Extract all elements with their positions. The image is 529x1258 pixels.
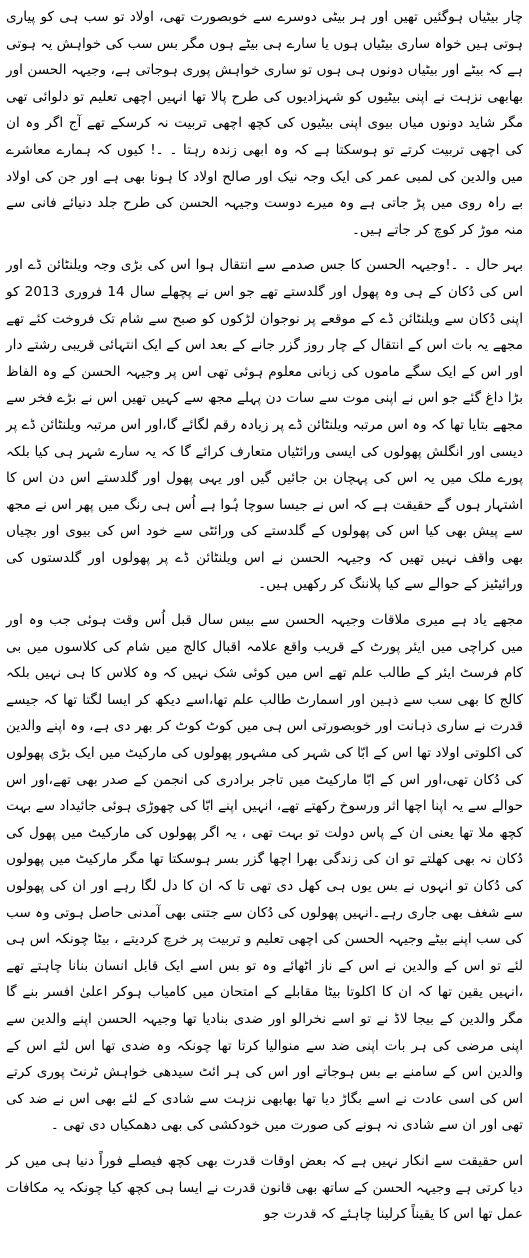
article-paragraph-2: بہر حال ۔ ۔!وجیہہ الحسن کا جس صدمے سے انتقال ہوا اس کی بڑی وجہ ویلنٹائن ڈے اور اس کی دُکان کے ہی وہ پھول اور گلدستے تھے جو اس نے پچھلے سال 14 فروری 2013 کو اپنی دُکان سے ویلنٹائن ڈے کے موقعے پر نوجوان لڑکوں کو صبح سے شام تک فروخت کئے تھے مجھے یہ بات اس کے انتقال کے چار روز گزر جانے کے بعد اس کے ایک انتہائی قریبی رشتے دار اور اس کے ایک سگے ماموں کی زبانی معلوم ہوئی تھی اس پر وجیہہ الحسن کے وہ الفاظ بڑا داغ گئے جو اس نے اپنی موت سے سات دن پہلے مجھ سے کہیں تھیں اس نے بڑے فخر سے مجھے بتایا تھا کہ وہ اس مرتبہ ویلنٹائن ڈے پر زیادہ رقم لگائے گا،اور اس مرتبہ ویلنٹائن ڈے پر دیسی اور انگلش پھولوں کی ایسی ورائٹیاں متعارف کرائے گا کہ یہ سارے شہر ہی کیا بلکہ پورے ملک میں یہ اس کی پہچان بن جائیں گیں اور یہی پھول اور گلدستے اس دن اس کا اشتہار ہوں گے حقیقت ہے کہ اس نے جیسا سوچا ہُوا ہے اُس ہی رنگ میں پھر اس نے مجھ سے پیش بھی کیا اس کی پھولوں کے گلدستے کی ورائٹی سے خود اس کی بیوی اور بچیاں بھی واقف نہیں تھیں کہ وجیہہ الحسن نے اس ویلنٹائن ڈے پر پھولوں اور گلدستوں کی ورائیٹیز کے حوالے سے کیا پلاننگ کر رکھیں ہیں۔: [6, 257, 523, 593]
article-paragraph-4: اس حقیقت سے انکار نہیں ہے کہ بعض اوقات قدرت بھی کچھ فیصلے فوراً دنیا ہی میں کر دیا کرتی ہے وجیہہ الحسن کے ساتھ بھی قانون قدرت نے ایسا ہی کچھ کیا چونکہ یہ مکافات عمل تھا اس کا یقیناً کرلینا چاہئے کہ قدرت جو: [6, 1152, 523, 1223]
article-paragraph-3: مجھے یاد ہے میری ملاقات وجیہہ الحسن سے بیس سال قبل اُس وقت ہوئی جب وہ اور میں کراچی میں ایئر پورٹ کے قریب واقع علامہ اقبال کالج میں شام کی کلاسوں میں بی کام فرسٹ ایئر کے طالب علم تھے اس میں کوئی شک نہیں کہ وہ کلاس کا ہی نہیں بلکہ کالج کا بھی سب سے ذہین اور اسمارٹ طالب علم تھا،اسے دیکھ کر ایسا لگتا تھا کہ جیسے قدرت نے ساری ذہانت اور خوبصورتی اس ہی میں کوٹ کوٹ کر بھر دی ہے، وہ اپنے والدین کی اکلوتی اولاد تھا اس کے ابّا کی شہر کی مشہور پھولوں کی مارکیٹ میں ایک بڑی پھولوں کی دُکان تھی،اور اس کے ابّا مارکیٹ میں تاجر برادری کی انجمن کے صدر بھی تھے،اور اس حوالے سے یہ اپنا اچھا اثر ورسوخ رکھتے تھے، انہیں اپنے ابّا کی چھوڑی ہوئی جائیداد سے بہت کچھ ملا تھا یعنی ان کے پاس دولت تو بہت تھی ، یہ اگر پھولوں کی مارکیٹ میں پھول کی دُکان نہ بھی کھلتے تو ان کی زندگی بھرا اچھا گزر بسر ہوسکتا تھا مگر مارکیٹ میں پھولوں کی دُکان تو انہوں نے بس یوں ہی کھل دی تھی تا کہ ان کا دل لگا رہے اور ان کی پھولوں سے شغف بھی جاری رہے۔انہیں پھولوں کی دُکان سے جتنی بھی آمدنی حاصل ہوتی وہ سب کی سب اپنے بیٹے وجیہہ الحسن کی اچھی تعلیم و تربیت پر خرچ کردیتے ، بیٹا چونکہ اس ہی لئے تو اس کے والدین نے اس کے ناز اٹھائے وہ تو بس اسے ایک قابل انسان بنانا چاہتے تھے ،انہیں یقین تھا کہ ان کا اکلوتا بیٹا مقابلے کے امتحان میں کامیاب ہوکر اعلیٰ افسر بنے گا مگر والدین کے بیجا لاڈ نے تو اسے نخرالو اور ضدی بنادیا تھا وجیہہ الحسن اپنے والدین سے اپنی مرضی کی ہر بات اپنی ضد سے منوالیا کرتا تھا چونکہ وہ ضدی تھا اس لئے اس کے والدین اس کے سامنے بے بس ہوجاتے اور اس کی ہر ائٹ سیدھی خواہش ٹرنٹ پوری کرتے اس کی اسی عادت نے اسے بگاڑ دیا تھا بھابھی نزہت سے شادی کے لئے بھی اس نے ضد کی تھی اور ان سے شادی نہ ہونے کی صورت میں خودکشی کی بھی دھمکیاں دی تھی ۔: [6, 612, 523, 1134]
article-paragraph-1: چار بیٹیاں ہوگئیں تھیں اور ہر بیٹی دوسرے سے خوبصورت تھی، اولاد تو سب ہی کو پیاری ہوتی ہیں خواہ ساری بیٹیاں ہوں یا سارے ہی بیٹے ہوں مگر بس سب کی خواہش یہ ہوتی ہے کہ بیٹے اور بیٹیاں دونوں ہی ہوں تو ساری خواہش پوری ہوجاتی ہے، وجیہہ الحسن اور بھابھی نزہت نے اپنی بیٹیوں کو شہزادیوں کی طرح پالا تھا انہیں اچھی تعلیم تو دلوائی تھی مگر شاید دونوں میاں بیوی اپنی بیٹیوں کی کچھ اچھی تربیت نہ کرسکے تھے آج اگر وہ ان کی اچھی تربیت کرتے تو ہوسکتا ہے کہ وہ ابھی زندہ رہتا ۔ ۔! کیوں کہ ہمارے معاشرے میں والدین کی لمبی عمر کی ایک وجہ نیک اور صالح اولاد کا ہونا بھی ہے اور جن کی اولاد بے راہ روی میں پڑ جاتی ہے وہ میرے دوست وجیہہ الحسن کی طرح جلد دنیائے فانی سے منہ موڑ کر کوچ کر جاتے ہیں۔: [6, 9, 523, 238]
